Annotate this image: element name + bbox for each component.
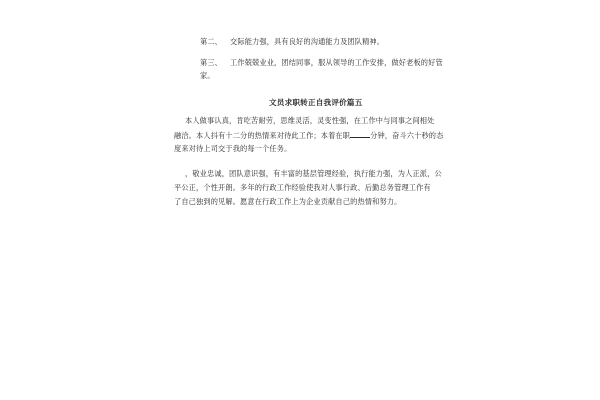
- fill-blank: [350, 131, 370, 138]
- list-item-label: 第三、: [200, 58, 223, 67]
- paragraph-1-line-2-text: 融洽。本人抖有十二分的热情来对待此工作；本着在职: [174, 131, 351, 140]
- list-item-label: 第二、: [200, 37, 223, 46]
- paragraph-2-line-2: 平公正，个性开朗。多年的行政工作经验使我对人事行政、后勤总务管理工作有: [174, 183, 431, 192]
- list-item-text: 交际能力强，具有良好的沟通能力及团队精神。: [230, 37, 385, 46]
- list-item-second: [200, 38, 384, 46]
- paragraph-1-line-3: 度来对待上司交于我的每一个任务。: [174, 144, 292, 153]
- list-item-third: [200, 59, 443, 67]
- list-item-third-continuation: 家。: [200, 71, 215, 80]
- paragraph-1-line-2: [174, 131, 444, 140]
- section-title: 文员求职转正自我评价篇五: [269, 98, 363, 107]
- paragraph-2-line-3: 了自己独到的见解。愿意在行政工作上为企业贡献自己的热情和努力。: [174, 197, 402, 206]
- list-item-text: 工作兢兢业业，团结同事，服从领导的工作安排，做好老板的好管: [230, 58, 443, 67]
- paragraph-1-line-1: 本人做事认真，肯吃苦耐劳，思维灵活，灵变性强，在工作中与同事之间相处: [185, 116, 435, 125]
- paragraph-1-line-2-text-after: 分钟，奋斗六十秒的态: [370, 131, 444, 140]
- paragraph-2-line-1: ，敬业忠诚，团队意识强，有丰富的基层管理经验，执行能力强，为人正派，公: [185, 169, 442, 178]
